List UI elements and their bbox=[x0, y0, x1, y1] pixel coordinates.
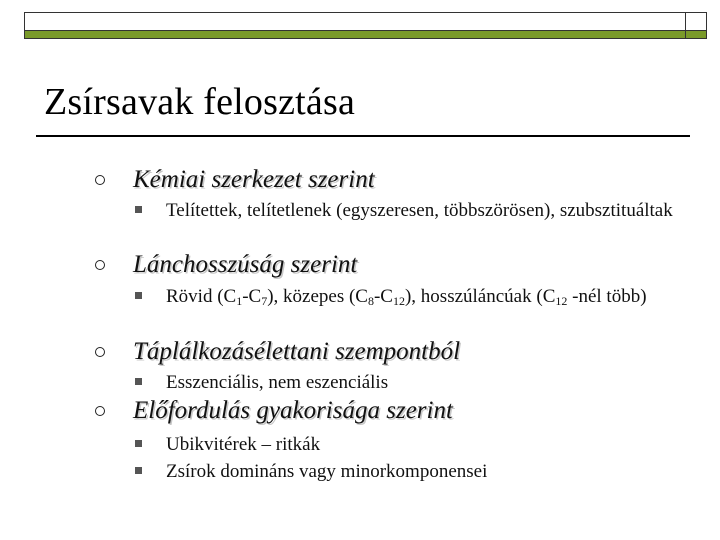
list-item: Telítettek, telítetlenek (egyszeresen, többszörösen), szubsztituáltak bbox=[166, 200, 673, 221]
square-bullet-icon bbox=[135, 378, 142, 385]
section-heading: Táplálkozásélettani szempontból bbox=[133, 338, 461, 365]
hollow-circle-bullet-icon bbox=[95, 406, 105, 416]
item-text: -nél több) bbox=[567, 286, 647, 307]
square-bullet-icon bbox=[135, 206, 142, 213]
subscript: 7 bbox=[261, 294, 268, 308]
item-text: -C bbox=[242, 286, 262, 307]
square-bullet-icon bbox=[135, 467, 142, 474]
list-item: Ubikvitérek – ritkák bbox=[166, 434, 321, 455]
list-item: Esszenciális, nem eszenciális bbox=[166, 372, 389, 393]
section-heading: Előfordulás gyakorisága szerint bbox=[133, 397, 453, 424]
item-text: ), hosszúláncúak (C bbox=[404, 286, 556, 307]
section-heading: Kémiai szerkezet szerint bbox=[133, 166, 375, 193]
top-bar-divider bbox=[685, 12, 686, 39]
title-underline bbox=[36, 135, 690, 137]
section-heading: Lánchosszúság szerint bbox=[133, 251, 358, 278]
subscript: 8 bbox=[367, 294, 374, 308]
hollow-circle-bullet-icon bbox=[95, 260, 105, 270]
hollow-circle-bullet-icon bbox=[95, 175, 105, 185]
subscript: 12 bbox=[392, 294, 405, 308]
item-text: Rövid (C bbox=[166, 286, 237, 307]
decorative-top-bar bbox=[0, 0, 720, 44]
hollow-circle-bullet-icon bbox=[95, 347, 105, 357]
subscript: 1 bbox=[236, 294, 243, 308]
square-bullet-icon bbox=[135, 440, 142, 447]
subscript: 12 bbox=[555, 294, 568, 308]
list-item bbox=[166, 287, 696, 307]
list-item: Zsírok domináns vagy minorkomponensei bbox=[166, 461, 488, 482]
top-bar-accent bbox=[24, 30, 707, 39]
item-text: ), közepes (C bbox=[267, 286, 368, 307]
square-bullet-icon bbox=[135, 292, 142, 299]
item-text: -C bbox=[373, 286, 393, 307]
slide-title: Zsírsavak felosztása bbox=[44, 81, 356, 123]
